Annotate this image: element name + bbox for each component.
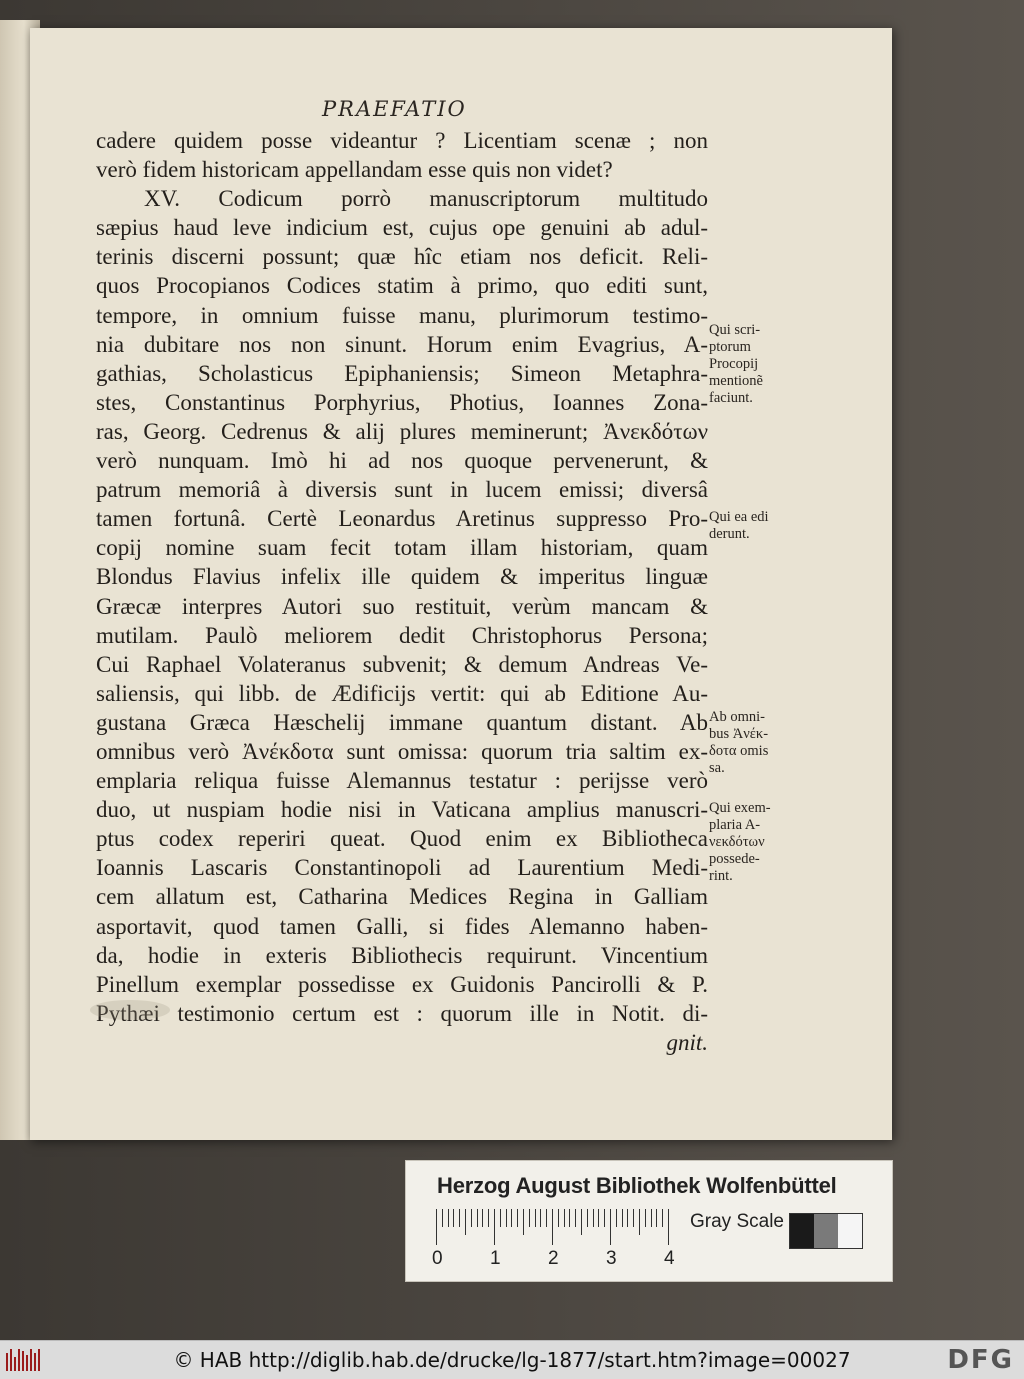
ruler-number: 0 — [432, 1248, 443, 1269]
footer-copyright-url[interactable]: © HAB http://diglib.hab.de/drucke/lg-1877/start.htm?image=00027 — [173, 1348, 851, 1372]
text-line: da, hodie in exteris Bibliothecis requirunt. Vincentium — [96, 942, 708, 968]
text-line: Pinellum exemplar possedisse ex Guidonis Pancirolli & P. — [96, 971, 708, 997]
gray-swatch — [814, 1214, 838, 1248]
margin-note-line: mentionẽ — [709, 373, 763, 389]
ruler-tick — [506, 1209, 507, 1227]
text-line: verò fidem historicam appellandam esse quis non videt? — [96, 157, 613, 183]
ruler-tick — [651, 1209, 652, 1227]
text-line: gathias, Scholasticus Epiphaniensis; Simeon Metaphra- — [96, 360, 708, 386]
ruler-tick — [529, 1209, 530, 1227]
text-line: cem allatum est, Catharina Medices Regina in Galliam — [96, 884, 708, 910]
ruler-tick — [517, 1209, 518, 1227]
ruler-tick — [540, 1209, 541, 1227]
text-line: gnit. — [666, 1029, 708, 1055]
text-line: terinis discerni possunt; quæ hîc etiam nos deficit. Reli- — [96, 244, 708, 270]
body-text — [96, 126, 708, 1057]
text-line: copij nomine suam fecit totam illam historiam, quam — [96, 535, 708, 561]
margin-note-line: ptorum — [709, 339, 751, 355]
margin-note-line: Qui scri- — [709, 322, 761, 338]
ruler-tick — [482, 1209, 483, 1227]
ruler-tick — [587, 1209, 588, 1227]
margin-note-2 — [709, 509, 804, 543]
text-line: ras, Georg. Cedrenus & alij plures meminerunt; Ἀνεκδότων — [96, 418, 708, 444]
footer-bar — [0, 1340, 1024, 1379]
ruler-tick — [471, 1209, 472, 1227]
ruler-tick — [500, 1209, 501, 1227]
text-line: tamen fortunâ. Certè Leonardus Aretinus suppresso Pro- — [96, 506, 708, 532]
ruler-tick — [488, 1209, 489, 1227]
text-line: Cui Raphael Volateranus subvenit; & demum Andreas Ve- — [96, 651, 708, 677]
margin-note-line: rint. — [709, 868, 733, 884]
gray-scale-swatches — [789, 1213, 863, 1249]
ruler-tick — [546, 1209, 547, 1227]
margin-note-1 — [709, 322, 804, 407]
text-line: Græcæ interpres Autori suo restituit, verùm mancam & — [96, 593, 708, 619]
ruler-tick — [511, 1209, 512, 1227]
text-line: saliensis, qui libb. de Ædificijs vertit: qui ab Editione Au- — [96, 680, 708, 706]
ruler-tick — [656, 1209, 657, 1227]
margin-note-line: νεκδότων — [709, 834, 765, 850]
margin-note-line: Ab omni- — [709, 709, 765, 725]
margin-note-line: bus Ἀνέκ- — [709, 726, 769, 742]
gray-scale-label: Gray Scale — [690, 1211, 784, 1232]
ruler-tick — [453, 1209, 454, 1227]
gray-swatch — [838, 1214, 862, 1248]
ruler-tick — [564, 1209, 565, 1227]
text-line: duo, ut nuspiam hodie nisi in Vaticana amplius manuscri- — [96, 797, 708, 823]
ruler-tick — [477, 1209, 478, 1227]
ruler-tick — [535, 1209, 536, 1227]
ruler-tick — [552, 1209, 553, 1245]
margin-note-line: plaria A- — [709, 817, 761, 833]
margin-note-line: Qui ea edi — [709, 509, 769, 525]
library-name: Herzog August Bibliothek Wolfenbüttel — [437, 1173, 837, 1198]
ruler-tick — [523, 1209, 524, 1235]
ruler-number: 2 — [548, 1248, 559, 1269]
ruler-tick — [581, 1209, 582, 1235]
ruler-tick — [494, 1209, 495, 1245]
text-line: patrum memoriâ à diversis sunt in lucem emissi; diversâ — [96, 477, 708, 503]
ruler-tick — [604, 1209, 605, 1227]
text-line: mutilam. Paulò meliorem dedit Christophorus Persona; — [96, 622, 708, 648]
text-line: Ioannis Lascaris Constantinopoli ad Laurentium Medi- — [96, 855, 708, 881]
ruler-tick — [558, 1209, 559, 1227]
ruler-tick — [442, 1209, 443, 1227]
text-line: sæpius haud leve indicium est, cujus ope genuini ab adul- — [96, 215, 708, 241]
margin-note-3 — [709, 709, 804, 777]
running-head: PRAEFATIO — [322, 97, 467, 121]
ruler-number: 4 — [664, 1248, 675, 1269]
ruler-tick — [569, 1209, 570, 1227]
text-line: Pythæi testimonio certum est : quorum ille in Notit. di- — [96, 1000, 708, 1026]
dfg-logo: DFG — [947, 1345, 1014, 1375]
margin-note-line: faciunt. — [709, 390, 753, 406]
ruler-number: 1 — [490, 1248, 501, 1269]
ruler-tick — [575, 1209, 576, 1227]
ruler-tick — [668, 1209, 669, 1245]
text-line: ptus codex reperiri queat. Quod enim ex Bibliotheca — [96, 826, 708, 852]
page-smudge — [90, 1000, 170, 1020]
ruler-tick — [633, 1209, 634, 1227]
ruler-tick — [645, 1209, 646, 1227]
text-line: nia dubitare nos non sinunt. Horum enim Evagrius, A- — [96, 331, 708, 357]
margin-note-line: possede- — [709, 851, 760, 867]
gray-swatch — [790, 1214, 814, 1248]
ruler-tick — [459, 1209, 460, 1227]
color-ruler-label — [405, 1160, 893, 1282]
ruler-tick — [639, 1209, 640, 1235]
ruler-tick — [622, 1209, 623, 1227]
text-line: tempore, in omnium fuisse manu, plurimorum testimo- — [96, 302, 708, 328]
ruler-tick — [448, 1209, 449, 1227]
ruler-tick — [598, 1209, 599, 1227]
scale-ruler — [436, 1209, 676, 1245]
margin-note-line: sa. — [709, 760, 725, 776]
margin-note-line: δοτα omis — [709, 743, 769, 759]
margin-note-4 — [709, 800, 804, 885]
ruler-tick — [616, 1209, 617, 1227]
text-line: emplaria reliqua fuisse Alemannus testatur : perijsse verò — [96, 768, 708, 794]
text-line: Blondus Flavius infelix ille quidem & imperitus linguæ — [96, 564, 708, 590]
ruler-tick — [465, 1209, 466, 1235]
text-line: cadere quidem posse videantur ? Licentiam scenæ ; non — [96, 128, 708, 153]
ruler-tick — [610, 1209, 611, 1245]
text-line: gustana Græca Hæschelij immane quantum distant. Ab — [96, 709, 708, 735]
text-line: asportavit, quod tamen Galli, si fides Alemanno haben- — [96, 913, 708, 939]
margin-note-line: Procopij — [709, 356, 759, 372]
margin-note-line: derunt. — [709, 526, 750, 542]
ruler-number: 3 — [606, 1248, 617, 1269]
text-line: stes, Constantinus Porphyrius, Photius, Ioannes Zona- — [96, 389, 708, 415]
text-line: quos Procopianos Codices statim à primo, quo editi sunt, — [96, 273, 708, 299]
text-line: verò nunquam. Imò hi ad nos quoque pervenerunt, & — [96, 448, 708, 474]
text-line: omnibus verò Ἀνέκδοτα sunt omissa: quorum tria saltim ex- — [96, 738, 708, 764]
ruler-tick — [593, 1209, 594, 1227]
ruler-tick — [627, 1209, 628, 1227]
text-line: XV. Codicum porrò manuscriptorum multitudo — [144, 186, 708, 212]
ruler-tick — [436, 1209, 437, 1245]
margin-note-line: Qui exem- — [709, 800, 771, 816]
ruler-tick — [662, 1209, 663, 1227]
